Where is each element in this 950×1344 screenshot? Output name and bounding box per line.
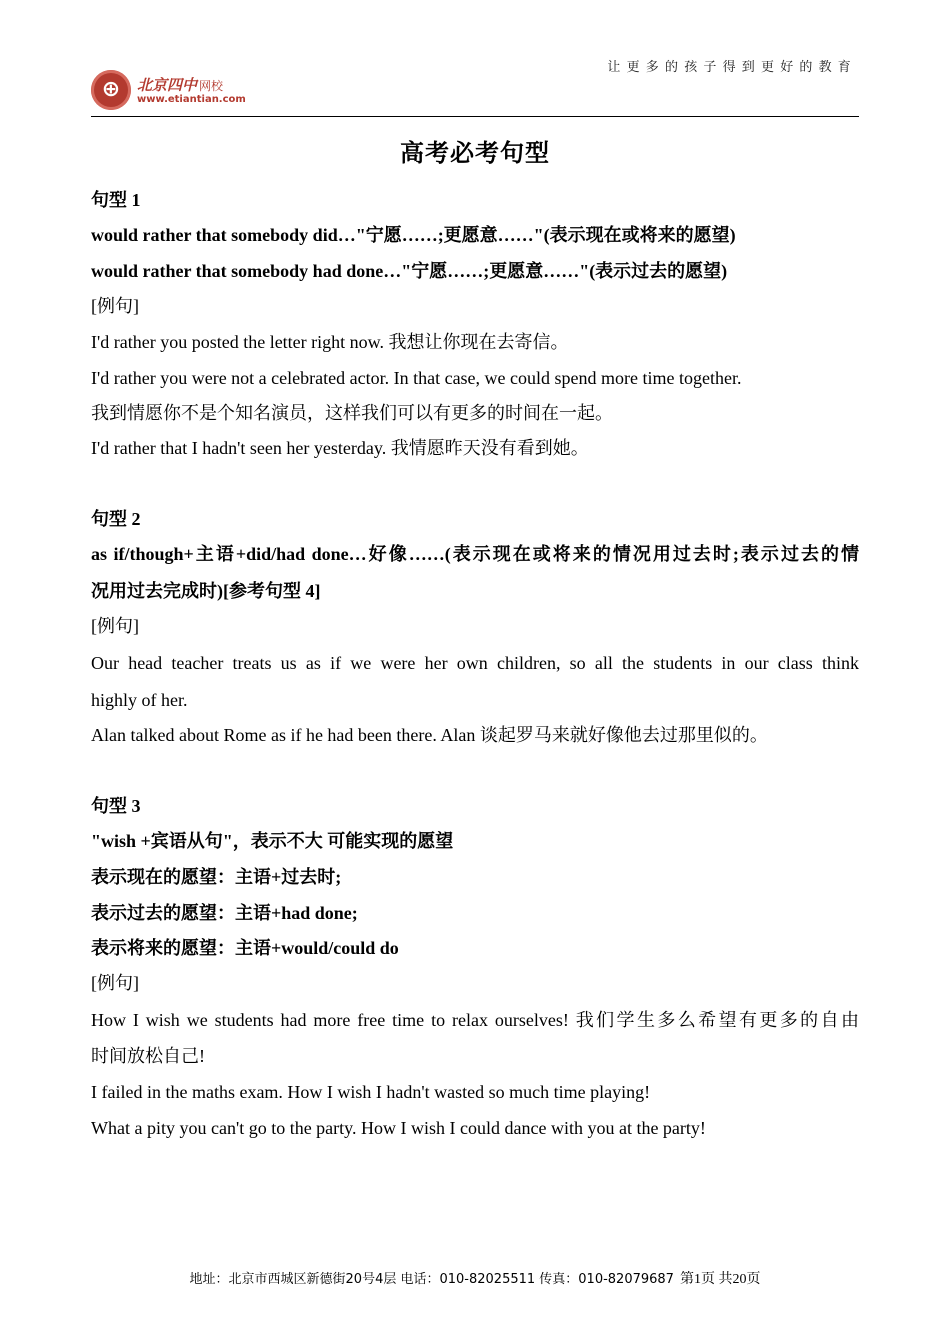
pattern-line: 况用过去完成时)[参考句型 4] [91,581,321,601]
logo-sub-text: 网校 [199,79,224,93]
pattern-line: 表示过去的愿望：主语+had done; [91,903,358,923]
pattern-line: 表示现在的愿望：主语+过去时; [91,867,342,887]
logo-url: www.etiantian.com [137,94,246,105]
example-sentence: I'd rather you posted the letter right now. 我想让你现在去寄信。 [91,332,569,352]
pattern-line: would rather that somebody did…"宁愿……;更愿意……"(表示现在或将来的愿望) [91,225,736,245]
page-header [91,54,859,117]
logo-emblem-icon: ⊕ [91,70,131,110]
page-footer [0,1268,950,1288]
example-sentence: highly of her. [91,690,188,710]
section-heading-3: 句型 3 [91,796,141,816]
school-logo [91,68,251,114]
page-number: 第1页 共20页 [679,1272,761,1287]
example-label: [例句] [91,616,139,636]
example-sentence: 时间放松自己! [91,1046,205,1066]
footer-address: 地址：北京市西城区新德街20号4层 电话：010-82025511 传真：010-82079687 [189,1272,674,1287]
pattern-line: 表示将来的愿望：主语+would/could do [91,938,399,958]
section-heading-2: 句型 2 [91,509,141,529]
logo-name-text: 北京四中 [137,76,198,94]
logo-name [137,74,223,95]
example-sentence: What a pity you can't go to the party. How I wish I could dance with you at the party! [91,1118,706,1138]
example-sentence: Alan talked about Rome as if he had been there. Alan 谈起罗马来就好像他去过那里似的。 [91,725,768,745]
example-sentence: I'd rather that I hadn't seen her yesterday. 我情愿昨天没有看到她。 [91,438,589,458]
example-translation: 我到情愿你不是个知名演员，这样我们可以有更多的时间在一起。 [91,403,613,423]
example-label: [例句] [91,973,139,993]
header-slogan: 让更多的孩子得到更好的教育 [607,60,857,75]
example-sentence: Our head teacher treats us as if we were her own children, so all the students in our class think [91,653,859,673]
pattern-line: would rather that somebody had done…"宁愿……;更愿意……"(表示过去的愿望) [91,261,728,281]
example-sentence: I'd rather you were not a celebrated actor. In that case, we could spend more time together. [91,368,742,388]
section-heading-1: 句型 1 [91,190,141,210]
document-title: 高考必考句型 [400,141,550,167]
pattern-line: as if/though+主语+did/had done…好像……(表示现在或将来的情况用过去时;表示过去的情 [91,544,859,564]
example-label: [例句] [91,296,139,316]
example-sentence: How I wish we students had more free time to relax ourselves! 我们学生多么希望有更多的自由 [91,1010,859,1030]
example-sentence: I failed in the maths exam. How I wish I hadn't wasted so much time playing! [91,1082,651,1102]
pattern-line: "wish +宾语从句"，表示不大 可能实现的愿望 [91,831,454,851]
